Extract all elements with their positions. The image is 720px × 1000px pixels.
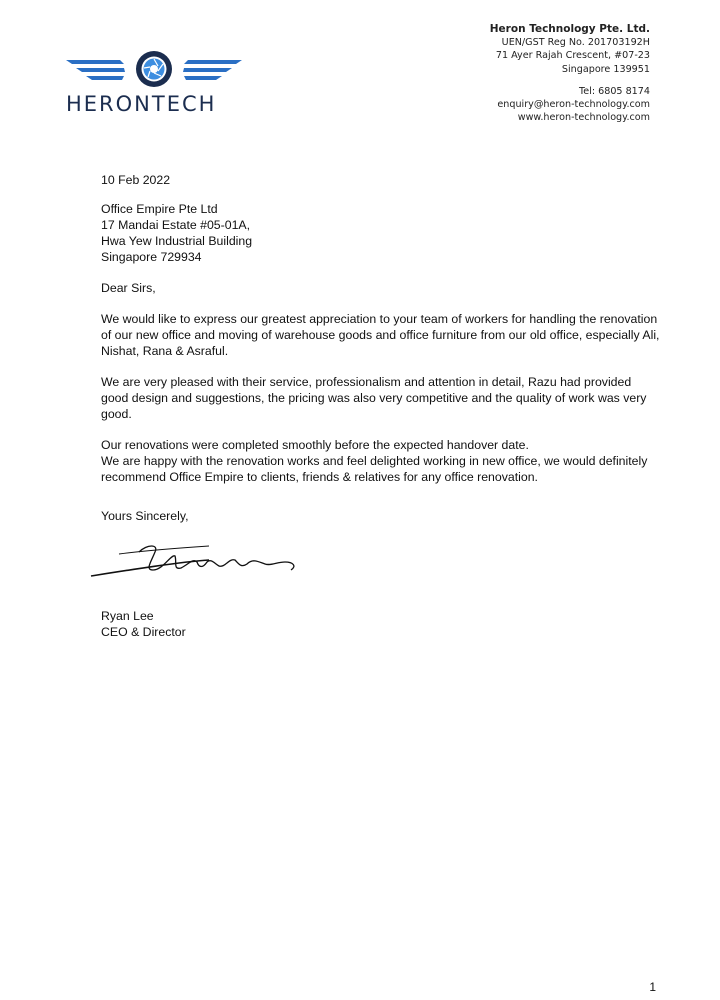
company-telephone: Tel: 6805 8174 [579,85,650,97]
company-registration: UEN/GST Reg No. 201703192H [501,37,650,48]
logo-wordmark: HERONTECH [66,92,217,116]
company-name: Heron Technology Pte. Ltd. [489,23,650,35]
company-website: www.heron-technology.com [517,112,650,124]
body-paragraph-line: Our renovations were completed smoothly before the expected handover date. [101,438,529,452]
signatory-title: CEO & Director [101,625,186,639]
recipient-address [101,201,661,265]
company-address-line: 71 Ayer Rajah Crescent, #07-23 [495,50,650,62]
body-paragraph: We are very pleased with their service, professionalism and attention in detail, Razu had provided good design and suggestions, the pricing was also very competitive and the quality of work was very good. [101,375,647,421]
page-number: 1 [649,980,656,994]
company-email: enquiry@heron-technology.com [497,99,650,111]
aperture-icon [136,51,172,87]
recipient-address-line: Hwa Yew Industrial Building [101,234,253,248]
salutation: Dear Sirs, [101,281,156,295]
recipient-name: Office Empire Pte Ltd [101,202,218,216]
body-paragraph-line: We are happy with the renovation works and feel delighted working in new office, we would definitely recommend Office Empire to clients, friends & relatives for any office renovation. [101,454,648,484]
letter-date: 10 Feb 2022 [101,173,171,187]
letter-body [101,172,661,640]
body-paragraph [101,437,661,485]
body-paragraph: We would like to express our greatest appreciation to your team of workers for handling the renovation of our new office and moving of warehouse goods and office furniture from our old office, especially Ali, Nishat, Rana & Asraful. [101,312,660,358]
company-letterhead [490,22,650,125]
closing: Yours Sincerely, [101,509,189,523]
logo-right-wings [183,60,242,80]
recipient-address-line: Singapore 729934 [101,250,202,264]
recipient-address-line: 17 Mandai Estate #05-01A, [101,218,251,232]
handwritten-signature [89,540,309,590]
company-address-line: Singapore 139951 [561,63,650,75]
signatory-name: Ryan Lee [101,609,154,623]
logo-left-wings [66,60,125,80]
